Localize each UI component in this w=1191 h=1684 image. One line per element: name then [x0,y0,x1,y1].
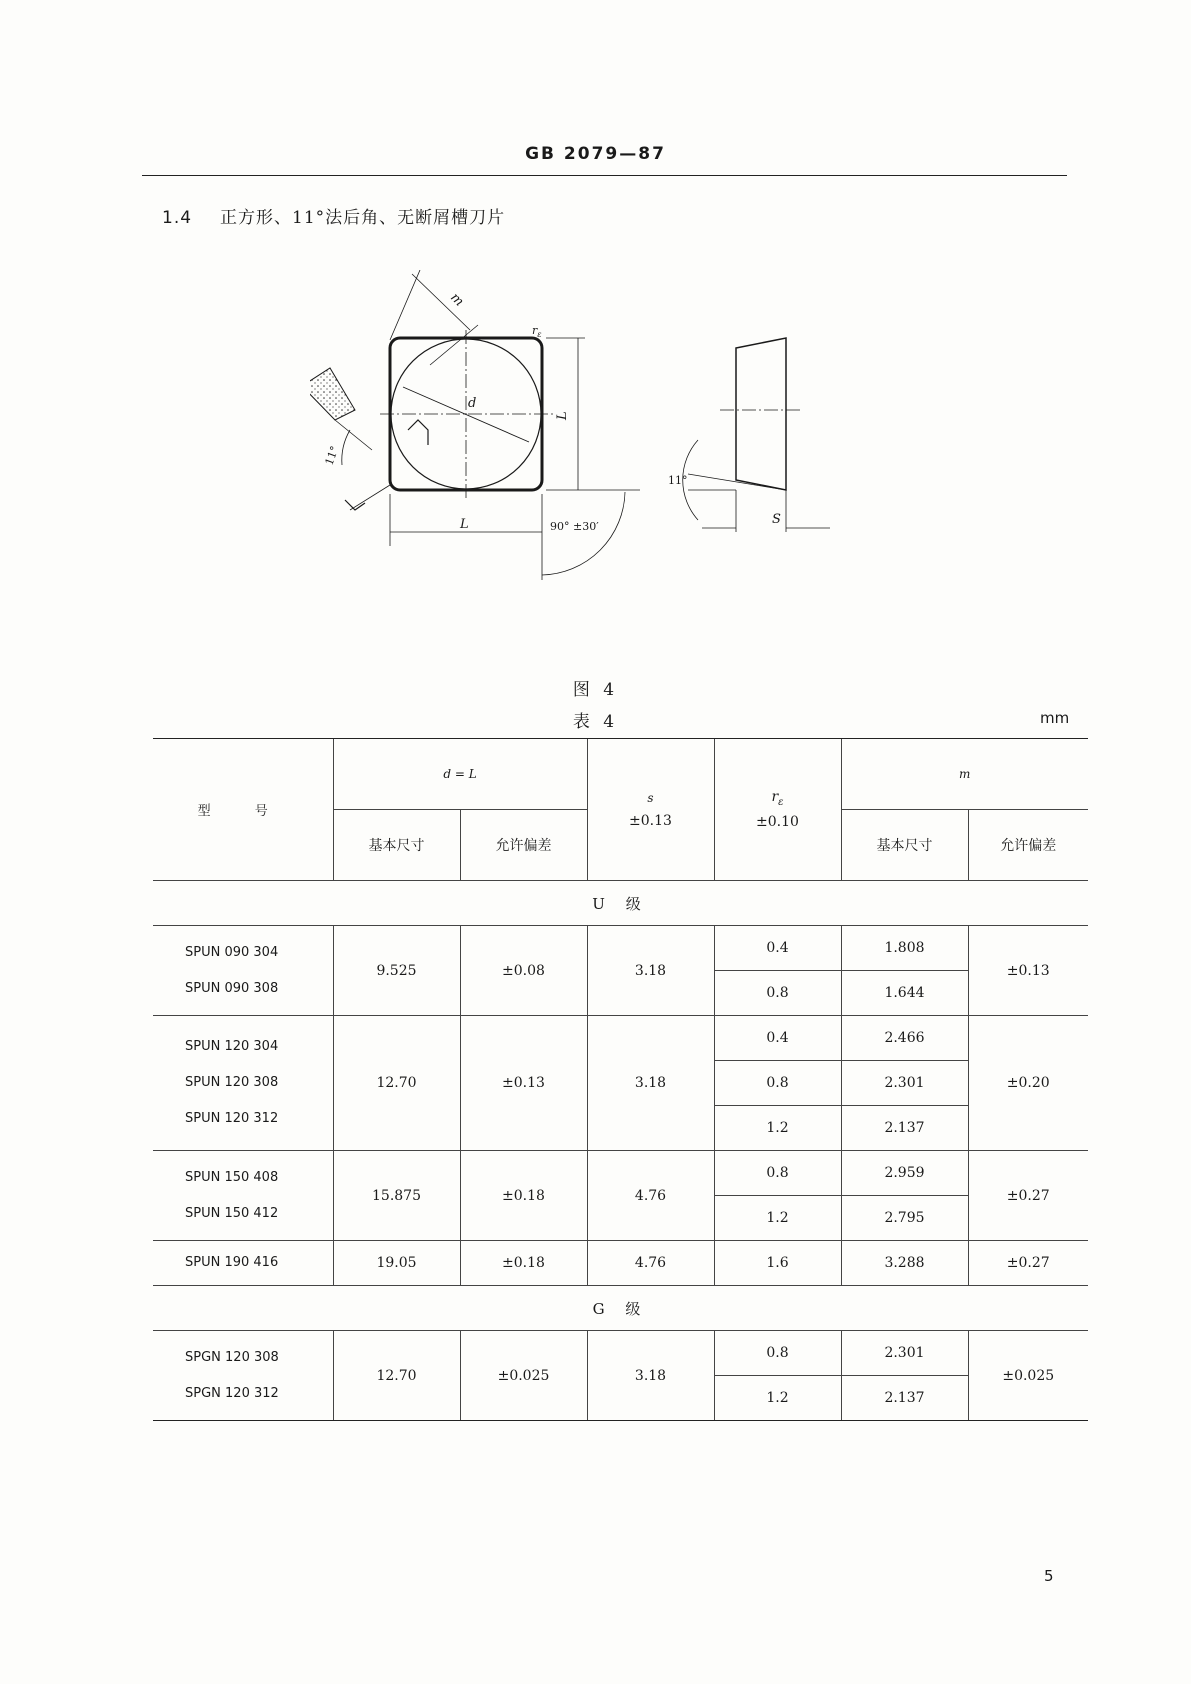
table-row: SPUN 120 304 SPUN 120 308 SPUN 120 312 12.70 ±0.13 3.18 0.4 2.466 ±0.20 [153,1016,1088,1061]
table-caption: 表 4 [572,712,619,732]
header-s: s ±0.13 [587,739,714,881]
table-row: 0.8 1.644 [153,971,1088,1016]
grade-row-u: U 级 [153,881,1088,926]
dimension-table [153,738,1088,1421]
table-row: 1.2 2.137 [153,1106,1088,1151]
header-dL-tol: 允许偏差 [460,810,587,881]
grade-row-g: G 级 [153,1286,1088,1331]
header-model: 型 号 [153,739,333,881]
label-d: d [468,396,477,411]
header-m-basic: 基本尺寸 [841,810,968,881]
side-view-outline [736,338,786,490]
header-rule [142,175,1067,176]
label-angle-corner: 90° ±30′ [550,520,599,533]
insert-drawing [310,270,850,594]
insert-drawing-svg [310,270,850,590]
table-row: 1.2 2.795 [153,1196,1088,1241]
model-cell: SPUN 190 416 [153,1241,333,1286]
label-angle-side: 11° [668,474,688,487]
page-number: 5 [1044,1567,1054,1585]
table-row: 1.2 2.137 [153,1376,1088,1421]
section-number: 1.4 [162,208,193,228]
label-L-side: L [555,411,570,420]
label-L-bottom: L [460,517,469,532]
figure-caption: 图 4 [572,680,619,700]
header-dL: d = L [333,739,587,810]
standard-header: GB 2079—87 [525,144,666,164]
section-heading [162,203,505,228]
header-m-tol: 允许偏差 [968,810,1088,881]
label-S: S [772,512,781,527]
table-row: 0.8 2.301 [153,1061,1088,1106]
label-m: m [447,290,467,310]
table-row: SPGN 120 308 SPGN 120 312 12.70 ±0.025 3.18 0.8 2.301 ±0.025 [153,1331,1088,1376]
table-row: SPUN 090 304 SPUN 090 308 9.525 ±0.08 3.18 0.4 1.808 ±0.13 [153,926,1088,971]
model-cell: SPUN 150 408 SPUN 150 412 [153,1151,333,1241]
model-cell: SPUN 090 304 SPUN 090 308 [153,926,333,1016]
model-cell: SPUN 120 304 SPUN 120 308 SPUN 120 312 [153,1016,333,1151]
label-re: $r_\varepsilon$ [532,324,542,339]
label-angle-left: 11° [322,444,342,468]
table-row: SPUN 190 416 19.05 ±0.18 4.76 1.6 3.288 ±0.27 [153,1241,1088,1286]
header-re: $r_\varepsilon$ ±0.10 [714,739,841,881]
model-cell: SPGN 120 308 SPGN 120 312 [153,1331,333,1421]
header-dL-basic: 基本尺寸 [333,810,460,881]
section-title: 正方形、11°法后角、无断屑槽刀片 [220,208,506,228]
table-row: SPUN 150 408 SPUN 150 412 15.875 ±0.18 4.76 0.8 2.959 ±0.27 [153,1151,1088,1196]
table-unit: mm [1040,709,1070,727]
header-m: m [841,739,1088,810]
